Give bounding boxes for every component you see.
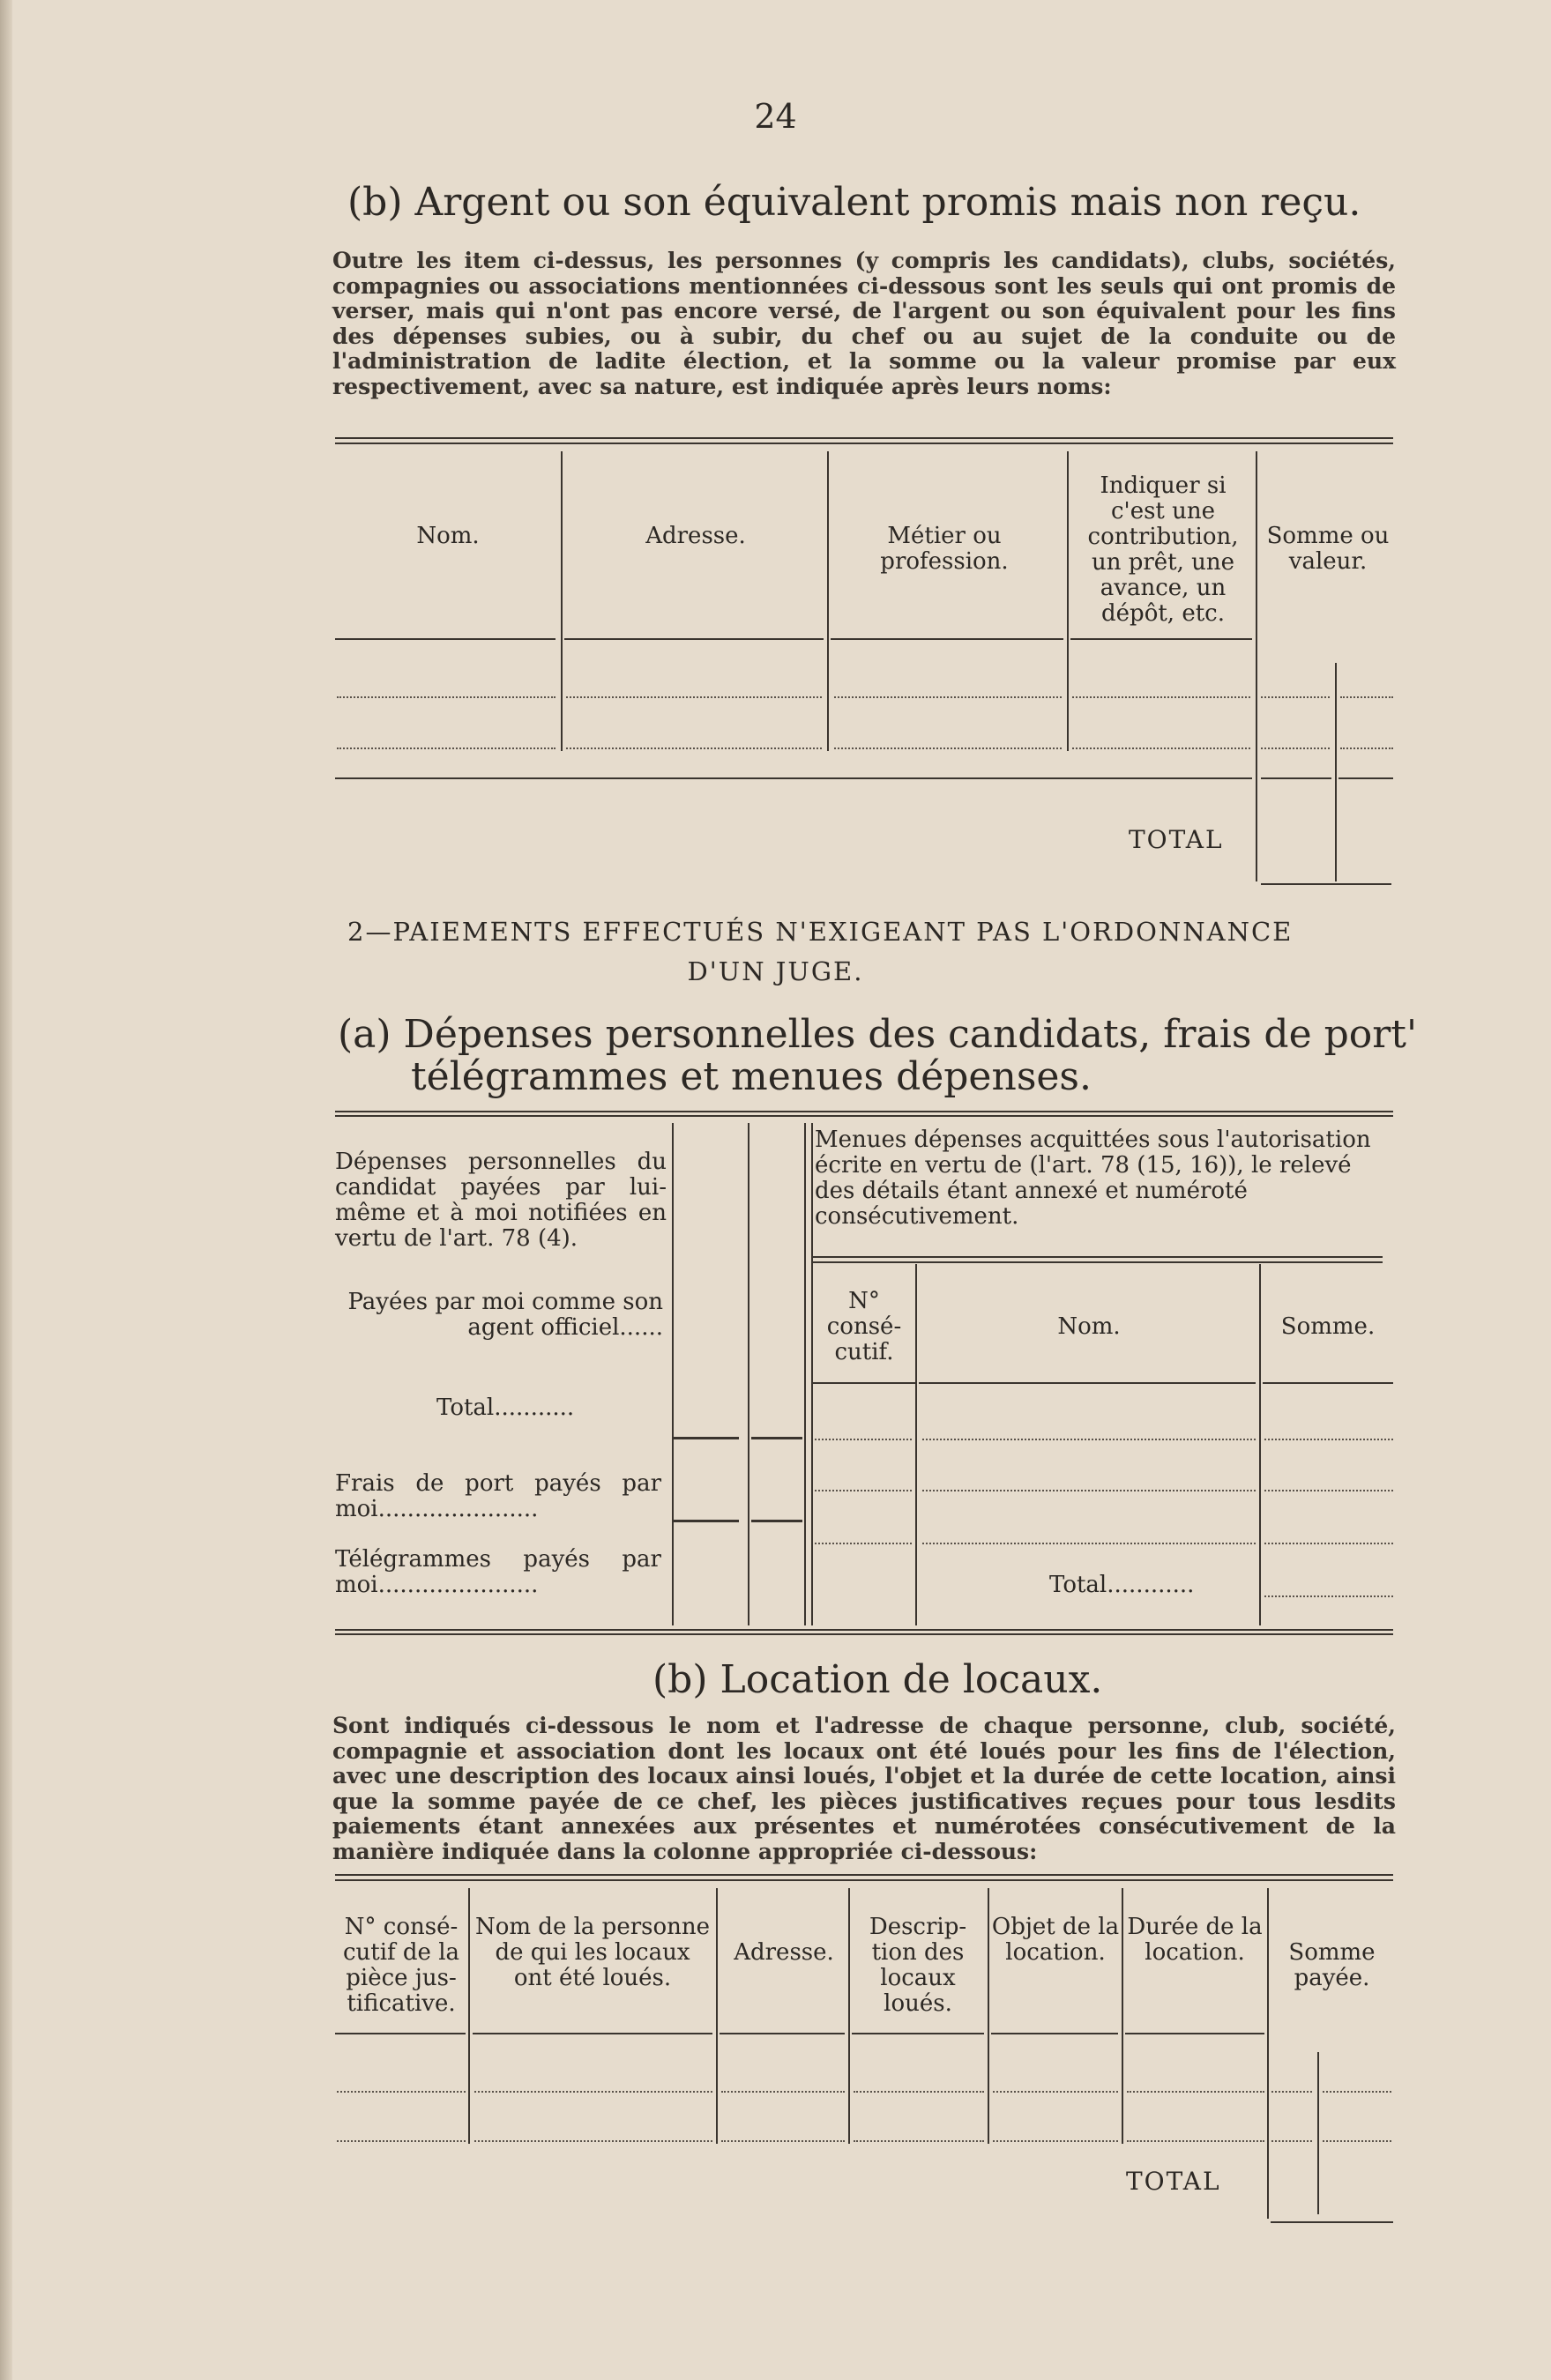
page-number: 24 [754,97,797,136]
total-label-rental: TOTAL [1126,2167,1221,2196]
telegrams-paid-label: Télégrammes payés par moi...................... [335,1546,661,1598]
total-label-promised: TOTAL [1129,825,1224,854]
col-objet-header: Objet de la location. [991,1914,1120,1966]
personal-expenses-header: Dépenses personnelles du candidat payées par lui-même et à moi notifiées en vertu de l'art. 78 (4). [335,1149,667,1252]
paid-as-agent-label: Payées par moi comme son agent officiel...... [347,1289,663,1341]
total-label-personal: Total........... [436,1395,575,1421]
section-2-heading-line2: D'UN JUGE. [687,956,864,986]
col-indiquer-header: Indiquer si c'est une contribution, un prêt, une avance, un dépôt, etc. [1087,472,1239,627]
section-heading-argent: (b) Argent ou son équivalent promis mais non reçu. [347,180,1361,225]
section-a-heading-line2: télégrammes et menues dépenses. [411,1054,1092,1099]
section-heading-location: (b) Location de locaux. [652,1657,1103,1702]
postage-paid-label: Frais de port payés par moi...................... [335,1470,661,1522]
section-a-heading-line1: (a) Dépenses personnelles des candidats, frais de port' [338,1012,1418,1057]
col-no-consecutif-header: N° consé-cutif. [826,1288,902,1365]
col-no-piece-header: N° consé-cutif de la pièce jus-tificative. [342,1914,460,2017]
col-adresse-header: Adresse. [645,523,746,549]
col-metier-header: Métier ou profession. [880,523,1009,575]
petty-expenses-header: Menues dépenses acquittées sous l'autorisation écrite en vertu de (l'art. 78 (15, 16)), le relevé des détails étant annexé et numéroté consécutivement. [815,1127,1371,1230]
col-nom-personne-header: Nom de la personne de qui les locaux ont été loués. [474,1914,711,1991]
col-somme-header: Somme ou valeur. [1266,523,1390,575]
col-somme-header-petty: Somme. [1280,1313,1376,1340]
col-somme-payee-header: Somme payée. [1288,1939,1376,1991]
col-nom-header: Nom. [416,523,480,549]
paragraph-location: Sont indiqués ci-dessous le nom et l'adresse de chaque personne, club, société, compagnie et association dont les locaux ont été loués pour les fins de l'élection, avec une description des locaux ainsi loués, l'objet et la durée de cette location, ainsi que la somme payée de ce chef, les pièces justificatives reçues pour tous lesdits paiements étant annexées aux présentes et numérotées consécutivement de la manière indiquée dans la colonne appropriée ci-dessous: [332,1713,1396,1864]
section-2-heading-line1: 2—PAIEMENTS EFFECTUÉS N'EXIGEANT PAS L'ORDONNANCE [347,917,1294,947]
col-adresse-header-rental: Adresse. [734,1939,834,1966]
paragraph-argent: Outre les item ci-dessus, les personnes (y compris les candidats), clubs, sociétés, compagnies ou associations mentionnées ci-dessous sont les seuls qui ont promis de verser, mais qui n'ont pas encore versé, de l'argent ou son équivalent pour les fins des dépenses subies, ou à subir, du chef ou au sujet de la conduite ou de l'administration de ladite élection, et la somme ou la valeur promise par eux respectivement, avec sa nature, est indiquée après leurs noms: [332,248,1396,399]
col-description-header: Descrip-tion des locaux loués. [869,1914,967,2017]
col-duree-header: Durée de la location. [1127,1914,1263,1966]
page-binding-edge [0,0,12,2380]
col-nom-header-petty: Nom. [1057,1313,1121,1340]
total-label-petty: Total............ [1049,1572,1195,1598]
